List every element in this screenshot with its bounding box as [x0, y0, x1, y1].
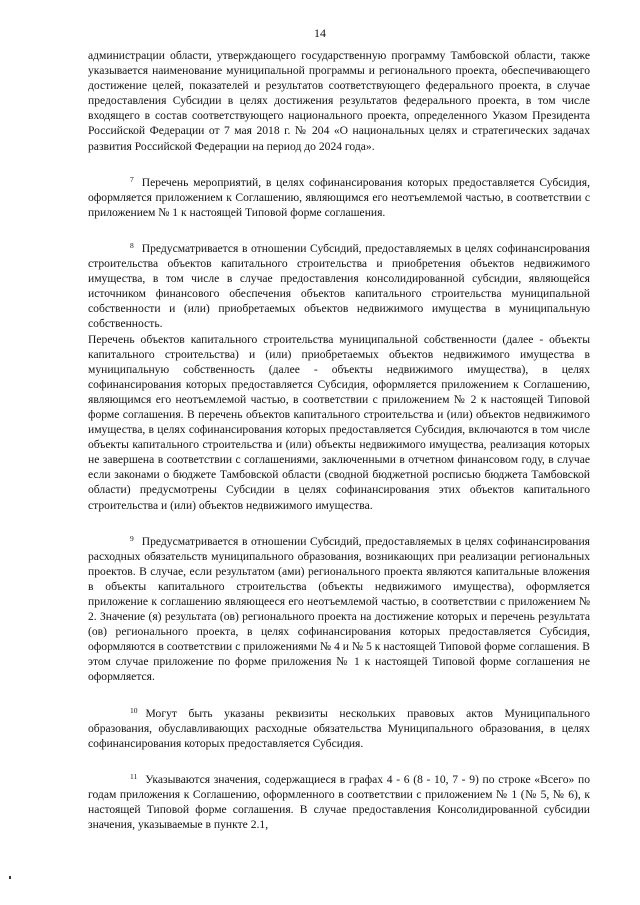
footnote-text-continued: Перечень объектов капитального строительства муниципальной собственности (далее - объекты капитального строительства) и (или) приобретаемых объектов недвижимого имущества в муниципальную собственность (далее - объекты недвижимого имущества), в целях софинансирования которых предоставляется Субсидия, оформляется приложением к Соглашению, являющимся его неотъемлемой частью, в соответствии с приложением № 2 к настоящей Типовой форме соглашения. В перечень объектов капитального строительства и (или) объектов недвижимого имущества, в целях софинансирования которых предоставляется Субсидия, включаются в том числе объекты капитального строительства и (или) объекты недвижимого имущества, реализация которых не завершена в соответствии с соглашениями, заключенными в отчетном финансовом году, в случае если законами о бюджете Тамбовской области (сводной бюджетной росписью бюджета Тамбовской области) предусмотрены Субсидии в целях софинансирования этих объектов капитального строительства и (или) объектов недвижимого имущества.	[88, 332, 590, 512]
footnote-text: Могут быть указаны реквизиты нескольких правовых актов Муниципального образования, обуславливающих расходные обязательства Муниципального образования, в целях софинансирования которых предоставляется Субсидия.	[88, 706, 590, 750]
footnote-8	[88, 241, 590, 513]
footnote-mark: 10	[130, 705, 138, 715]
footnote-text: Перечень мероприятий, в целях софинансирования которых предоставляется Субсидия, оформляется приложением к Соглашению, являющимся его неотъемлемой частью, в соответствии с приложением № 1 к настоящей Типовой форме соглашения.	[88, 175, 590, 219]
footnote-mark: 11	[130, 771, 138, 781]
footnote-mark: 9	[130, 533, 134, 543]
footnote-9	[88, 534, 590, 685]
document-body	[88, 48, 590, 832]
footnote-text: Предусматривается в отношении Субсидий, предоставляемых в целях софинансирования строительства объектов капитального строительства и приобретения объектов недвижимого имущества, в том числе в случае предоставления консолидированной субсидии, являющейся источником финансового обеспечения объектов капитального строительства муниципальной собственности и (или) приобретаемых объектов недвижимого имущества в муниципальную собственность.	[88, 241, 590, 331]
footnote-mark: 8	[130, 240, 134, 250]
continuation-paragraph: администрации области, утверждающего государственную программу Тамбовской области, также указывается наименование муниципальной программы и регионального проекта, обеспечивающего достижение целей, показателей и результатов соответствующего федерального проекта, в случае предоставления Субсидии в целях достижения результатов федерального проекта, в том числе входящего в состав соответствующего национального проекта, определенного Указом Президента Российской Федерации от 7 мая 2018 г. № 204 «О национальных целях и стратегических задачах развития Российской Федерации на период до 2024 года».	[88, 49, 590, 153]
footnote-mark: 7	[130, 174, 134, 184]
footnote-text: Предусматривается в отношении Субсидий, предоставляемых в целях софинансирования расходных обязательств муниципального образования, возникающих при реализации региональных проектов. В случае, если результатом (ами) регионального проекта являются капитальные вложения в объекты капитального строительства (объекты недвижимого имущества), оформляется приложение к соглашению являющееся его неотъемлемой частью, в соответствии с приложением № 2. Значение (я) результата (ов) регионального проекта на достижение которых и перечень результата (ов) регионального проекта, в целях софинансирования которых предоставляется Субсидия, оформляются в соответствии с приложениями № 4 и № 5 к настоящей Типовой форме соглашения. В этом случае приложение по форме приложения № 1 к настоящей Типовой форме соглашения не оформляется.	[88, 534, 590, 684]
scan-artifact	[9, 876, 11, 879]
footnote-10	[88, 706, 590, 751]
footnote-text: Указываются значения, содержащиеся в графах 4 - 6 (8 - 10, 7 - 9) по строке «Всего» по годам приложения к Соглашению, оформленного в соответствии с приложением № 1 (№ 5, № 6), к настоящей Типовой форме соглашения. В случае предоставления Консолидированной субсидии значения, указываемые в пункте 2.1,	[88, 772, 590, 832]
footnote-7	[88, 175, 590, 220]
footnote-11	[88, 772, 590, 832]
page-number: 14	[314, 26, 326, 40]
